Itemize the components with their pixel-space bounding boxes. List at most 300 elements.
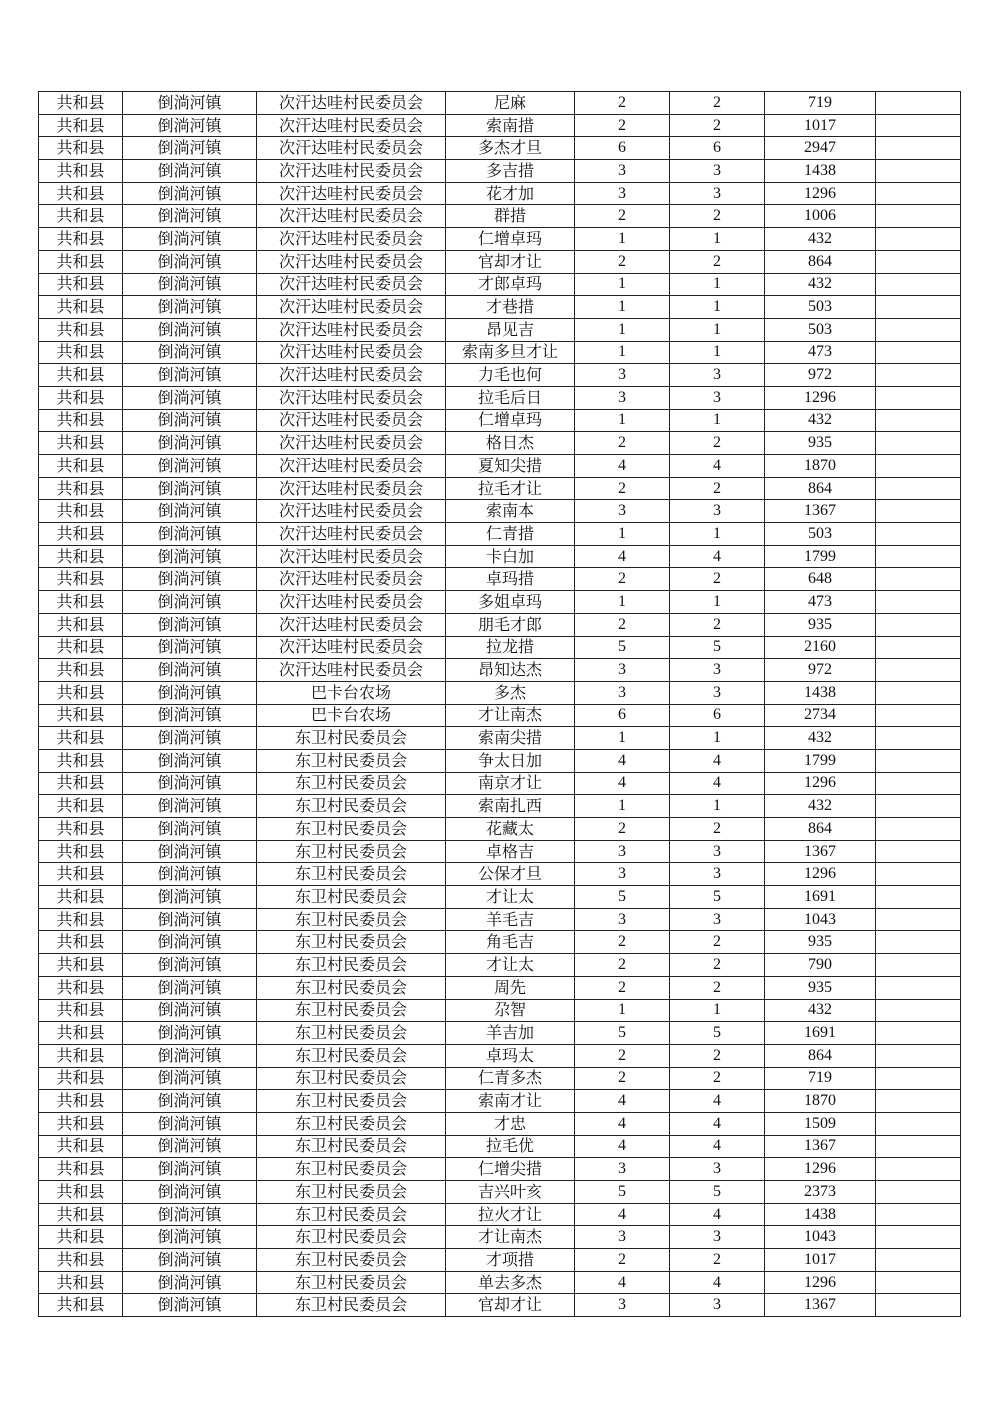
village-cell: 次汗达哇村民委员会: [257, 409, 446, 432]
persons-cell: 1: [670, 795, 765, 818]
village-cell: 次汗达哇村民委员会: [257, 455, 446, 478]
households-cell: 6: [575, 704, 670, 727]
households-cell: 1: [575, 318, 670, 341]
county-cell: 共和县: [39, 500, 123, 523]
remark-cell: [876, 772, 961, 795]
village-cell: 东卫村民委员会: [257, 1271, 446, 1294]
town-cell: 倒淌河镇: [123, 568, 257, 591]
name-cell: 拉毛后日: [446, 386, 575, 409]
name-cell: 夏知尖措: [446, 455, 575, 478]
name-cell: 多杰: [446, 681, 575, 704]
households-cell: 1: [575, 409, 670, 432]
name-cell: 官却才让: [446, 1294, 575, 1317]
town-cell: 倒淌河镇: [123, 182, 257, 205]
town-cell: 倒淌河镇: [123, 954, 257, 977]
persons-cell: 4: [670, 455, 765, 478]
households-cell: 4: [575, 749, 670, 772]
persons-cell: 1: [670, 409, 765, 432]
remark-cell: [876, 500, 961, 523]
county-cell: 共和县: [39, 613, 123, 636]
persons-cell: 2: [670, 954, 765, 977]
county-cell: 共和县: [39, 999, 123, 1022]
town-cell: 倒淌河镇: [123, 1226, 257, 1249]
persons-cell: 4: [670, 1271, 765, 1294]
town-cell: 倒淌河镇: [123, 1249, 257, 1272]
town-cell: 倒淌河镇: [123, 1112, 257, 1135]
remark-cell: [876, 613, 961, 636]
households-cell: 4: [575, 1203, 670, 1226]
town-cell: 倒淌河镇: [123, 341, 257, 364]
table-row: [39, 318, 961, 341]
table-row: [39, 500, 961, 523]
households-cell: 3: [575, 863, 670, 886]
village-cell: 东卫村民委员会: [257, 1249, 446, 1272]
households-cell: 2: [575, 1044, 670, 1067]
table-row: [39, 523, 961, 546]
table-row: [39, 818, 961, 841]
households-cell: 4: [575, 772, 670, 795]
table-row: [39, 613, 961, 636]
village-cell: 东卫村民委员会: [257, 863, 446, 886]
remark-cell: [876, 681, 961, 704]
amount-cell: 1438: [765, 1203, 876, 1226]
village-cell: 东卫村民委员会: [257, 908, 446, 931]
households-cell: 3: [575, 500, 670, 523]
remark-cell: [876, 545, 961, 568]
name-cell: 多杰才旦: [446, 137, 575, 160]
town-cell: 倒淌河镇: [123, 704, 257, 727]
amount-cell: 1438: [765, 681, 876, 704]
households-cell: 1: [575, 523, 670, 546]
village-cell: 次汗达哇村民委员会: [257, 182, 446, 205]
county-cell: 共和县: [39, 273, 123, 296]
town-cell: 倒淌河镇: [123, 250, 257, 273]
persons-cell: 3: [670, 908, 765, 931]
county-cell: 共和县: [39, 1181, 123, 1204]
name-cell: 仁增卓玛: [446, 228, 575, 251]
persons-cell: 3: [670, 386, 765, 409]
remark-cell: [876, 477, 961, 500]
village-cell: 东卫村民委员会: [257, 931, 446, 954]
persons-cell: 4: [670, 1203, 765, 1226]
amount-cell: 432: [765, 228, 876, 251]
households-cell: 2: [575, 114, 670, 137]
amount-cell: 503: [765, 296, 876, 319]
village-cell: 次汗达哇村民委员会: [257, 273, 446, 296]
amount-cell: 1006: [765, 205, 876, 228]
county-cell: 共和县: [39, 1022, 123, 1045]
amount-cell: 864: [765, 477, 876, 500]
name-cell: 昂见吉: [446, 318, 575, 341]
town-cell: 倒淌河镇: [123, 659, 257, 682]
town-cell: 倒淌河镇: [123, 591, 257, 614]
table-row: [39, 954, 961, 977]
remark-cell: [876, 455, 961, 478]
amount-cell: 1691: [765, 1022, 876, 1045]
table-row: [39, 704, 961, 727]
village-cell: 东卫村民委员会: [257, 795, 446, 818]
name-cell: 卓格吉: [446, 840, 575, 863]
households-cell: 2: [575, 954, 670, 977]
remark-cell: [876, 114, 961, 137]
county-cell: 共和县: [39, 364, 123, 387]
county-cell: 共和县: [39, 92, 123, 115]
table-row: [39, 840, 961, 863]
town-cell: 倒淌河镇: [123, 409, 257, 432]
town-cell: 倒淌河镇: [123, 386, 257, 409]
village-cell: 次汗达哇村民委员会: [257, 500, 446, 523]
town-cell: 倒淌河镇: [123, 1044, 257, 1067]
households-cell: 3: [575, 386, 670, 409]
persons-cell: 3: [670, 182, 765, 205]
name-cell: 朋毛才郎: [446, 613, 575, 636]
village-cell: 东卫村民委员会: [257, 1135, 446, 1158]
town-cell: 倒淌河镇: [123, 681, 257, 704]
name-cell: 公保才旦: [446, 863, 575, 886]
table-row: [39, 386, 961, 409]
town-cell: 倒淌河镇: [123, 500, 257, 523]
table-row: [39, 364, 961, 387]
town-cell: 倒淌河镇: [123, 840, 257, 863]
table-row: [39, 1112, 961, 1135]
name-cell: 尼麻: [446, 92, 575, 115]
village-cell: 东卫村民委员会: [257, 1294, 446, 1317]
amount-cell: 864: [765, 818, 876, 841]
name-cell: 才让太: [446, 886, 575, 909]
remark-cell: [876, 137, 961, 160]
county-cell: 共和县: [39, 250, 123, 273]
county-cell: 共和县: [39, 976, 123, 999]
households-cell: 1: [575, 296, 670, 319]
amount-cell: 935: [765, 432, 876, 455]
county-cell: 共和县: [39, 659, 123, 682]
remark-cell: [876, 92, 961, 115]
persons-cell: 4: [670, 1112, 765, 1135]
households-cell: 5: [575, 886, 670, 909]
persons-cell: 2: [670, 205, 765, 228]
village-cell: 东卫村民委员会: [257, 1203, 446, 1226]
amount-cell: 972: [765, 364, 876, 387]
table-row: [39, 409, 961, 432]
village-cell: 东卫村民委员会: [257, 999, 446, 1022]
village-cell: 次汗达哇村民委员会: [257, 137, 446, 160]
amount-cell: 1296: [765, 1158, 876, 1181]
village-cell: 东卫村民委员会: [257, 727, 446, 750]
county-cell: 共和县: [39, 908, 123, 931]
persons-cell: 3: [670, 364, 765, 387]
amount-cell: 432: [765, 727, 876, 750]
persons-cell: 3: [670, 160, 765, 183]
village-cell: 次汗达哇村民委员会: [257, 341, 446, 364]
table-row: [39, 659, 961, 682]
persons-cell: 5: [670, 1181, 765, 1204]
remark-cell: [876, 1044, 961, 1067]
village-cell: 次汗达哇村民委员会: [257, 545, 446, 568]
remark-cell: [876, 250, 961, 273]
town-cell: 倒淌河镇: [123, 545, 257, 568]
amount-cell: 864: [765, 250, 876, 273]
remark-cell: [876, 636, 961, 659]
persons-cell: 3: [670, 1226, 765, 1249]
name-cell: 才让南杰: [446, 704, 575, 727]
persons-cell: 1: [670, 273, 765, 296]
households-cell: 4: [575, 545, 670, 568]
amount-cell: 2373: [765, 1181, 876, 1204]
amount-cell: 503: [765, 318, 876, 341]
table-row: [39, 205, 961, 228]
remark-cell: [876, 1249, 961, 1272]
town-cell: 倒淌河镇: [123, 931, 257, 954]
county-cell: 共和县: [39, 1112, 123, 1135]
name-cell: 官却才让: [446, 250, 575, 273]
amount-cell: 1296: [765, 863, 876, 886]
persons-cell: 5: [670, 886, 765, 909]
persons-cell: 5: [670, 636, 765, 659]
persons-cell: 3: [670, 1158, 765, 1181]
persons-cell: 2: [670, 613, 765, 636]
amount-cell: 935: [765, 976, 876, 999]
table-body: [39, 92, 961, 1317]
village-cell: 东卫村民委员会: [257, 954, 446, 977]
remark-cell: [876, 976, 961, 999]
remark-cell: [876, 182, 961, 205]
town-cell: 倒淌河镇: [123, 818, 257, 841]
county-cell: 共和县: [39, 818, 123, 841]
persons-cell: 1: [670, 296, 765, 319]
remark-cell: [876, 795, 961, 818]
table-row: [39, 886, 961, 909]
households-cell: 2: [575, 931, 670, 954]
county-cell: 共和县: [39, 409, 123, 432]
households-cell: 5: [575, 1181, 670, 1204]
table-row: [39, 931, 961, 954]
remark-cell: [876, 1226, 961, 1249]
town-cell: 倒淌河镇: [123, 1271, 257, 1294]
table-row: [39, 1226, 961, 1249]
village-cell: 东卫村民委员会: [257, 1044, 446, 1067]
county-cell: 共和县: [39, 886, 123, 909]
table-row: [39, 1203, 961, 1226]
county-cell: 共和县: [39, 296, 123, 319]
town-cell: 倒淌河镇: [123, 795, 257, 818]
persons-cell: 1: [670, 228, 765, 251]
village-cell: 东卫村民委员会: [257, 1181, 446, 1204]
amount-cell: 935: [765, 931, 876, 954]
village-cell: 东卫村民委员会: [257, 976, 446, 999]
remark-cell: [876, 908, 961, 931]
name-cell: 力毛也何: [446, 364, 575, 387]
remark-cell: [876, 364, 961, 387]
village-cell: 次汗达哇村民委员会: [257, 92, 446, 115]
name-cell: 拉毛优: [446, 1135, 575, 1158]
households-cell: 1: [575, 727, 670, 750]
households-cell: 4: [575, 455, 670, 478]
name-cell: 角毛吉: [446, 931, 575, 954]
households-cell: 1: [575, 273, 670, 296]
name-cell: 羊毛吉: [446, 908, 575, 931]
town-cell: 倒淌河镇: [123, 92, 257, 115]
village-cell: 东卫村民委员会: [257, 1226, 446, 1249]
households-cell: 1: [575, 228, 670, 251]
persons-cell: 3: [670, 659, 765, 682]
table-row: [39, 1181, 961, 1204]
households-cell: 2: [575, 477, 670, 500]
remark-cell: [876, 1090, 961, 1113]
persons-cell: 2: [670, 477, 765, 500]
name-cell: 花藏太: [446, 818, 575, 841]
county-cell: 共和县: [39, 1044, 123, 1067]
amount-cell: 1296: [765, 1271, 876, 1294]
amount-cell: 935: [765, 613, 876, 636]
town-cell: 倒淌河镇: [123, 863, 257, 886]
name-cell: 群措: [446, 205, 575, 228]
name-cell: 索南才让: [446, 1090, 575, 1113]
village-cell: 次汗达哇村民委员会: [257, 613, 446, 636]
households-cell: 6: [575, 137, 670, 160]
data-table: [38, 91, 961, 1317]
remark-cell: [876, 318, 961, 341]
county-cell: 共和县: [39, 228, 123, 251]
name-cell: 才忠: [446, 1112, 575, 1135]
town-cell: 倒淌河镇: [123, 296, 257, 319]
households-cell: 2: [575, 1067, 670, 1090]
amount-cell: 719: [765, 92, 876, 115]
county-cell: 共和县: [39, 1203, 123, 1226]
amount-cell: 1691: [765, 886, 876, 909]
village-cell: 次汗达哇村民委员会: [257, 568, 446, 591]
county-cell: 共和县: [39, 341, 123, 364]
amount-cell: 1367: [765, 840, 876, 863]
town-cell: 倒淌河镇: [123, 636, 257, 659]
remark-cell: [876, 1158, 961, 1181]
village-cell: 东卫村民委员会: [257, 1067, 446, 1090]
households-cell: 2: [575, 568, 670, 591]
village-cell: 次汗达哇村民委员会: [257, 296, 446, 319]
remark-cell: [876, 1112, 961, 1135]
county-cell: 共和县: [39, 318, 123, 341]
county-cell: 共和县: [39, 636, 123, 659]
village-cell: 次汗达哇村民委员会: [257, 659, 446, 682]
remark-cell: [876, 386, 961, 409]
town-cell: 倒淌河镇: [123, 749, 257, 772]
persons-cell: 4: [670, 772, 765, 795]
village-cell: 东卫村民委员会: [257, 1158, 446, 1181]
remark-cell: [876, 591, 961, 614]
county-cell: 共和县: [39, 432, 123, 455]
county-cell: 共和县: [39, 591, 123, 614]
households-cell: 4: [575, 1135, 670, 1158]
town-cell: 倒淌河镇: [123, 228, 257, 251]
town-cell: 倒淌河镇: [123, 613, 257, 636]
county-cell: 共和县: [39, 205, 123, 228]
persons-cell: 2: [670, 976, 765, 999]
households-cell: 2: [575, 92, 670, 115]
table-row: [39, 432, 961, 455]
table-row: [39, 772, 961, 795]
town-cell: 倒淌河镇: [123, 318, 257, 341]
persons-cell: 2: [670, 1249, 765, 1272]
village-cell: 次汗达哇村民委员会: [257, 228, 446, 251]
amount-cell: 2160: [765, 636, 876, 659]
village-cell: 次汗达哇村民委员会: [257, 591, 446, 614]
households-cell: 3: [575, 659, 670, 682]
county-cell: 共和县: [39, 545, 123, 568]
remark-cell: [876, 273, 961, 296]
county-cell: 共和县: [39, 1090, 123, 1113]
amount-cell: 1438: [765, 160, 876, 183]
table-row: [39, 727, 961, 750]
town-cell: 倒淌河镇: [123, 455, 257, 478]
town-cell: 倒淌河镇: [123, 1067, 257, 1090]
town-cell: 倒淌河镇: [123, 432, 257, 455]
persons-cell: 5: [670, 1022, 765, 1045]
remark-cell: [876, 1294, 961, 1317]
county-cell: 共和县: [39, 749, 123, 772]
name-cell: 争太日加: [446, 749, 575, 772]
county-cell: 共和县: [39, 182, 123, 205]
persons-cell: 6: [670, 137, 765, 160]
town-cell: 倒淌河镇: [123, 1158, 257, 1181]
remark-cell: [876, 296, 961, 319]
amount-cell: 1296: [765, 772, 876, 795]
county-cell: 共和县: [39, 931, 123, 954]
amount-cell: 1017: [765, 114, 876, 137]
name-cell: 才郎卓玛: [446, 273, 575, 296]
county-cell: 共和县: [39, 727, 123, 750]
persons-cell: 2: [670, 432, 765, 455]
persons-cell: 4: [670, 1090, 765, 1113]
persons-cell: 1: [670, 523, 765, 546]
households-cell: 2: [575, 1249, 670, 1272]
persons-cell: 1: [670, 318, 765, 341]
county-cell: 共和县: [39, 114, 123, 137]
amount-cell: 1509: [765, 1112, 876, 1135]
village-cell: 东卫村民委员会: [257, 818, 446, 841]
table-row: [39, 1090, 961, 1113]
table-row: [39, 114, 961, 137]
table-row: [39, 908, 961, 931]
amount-cell: 1870: [765, 1090, 876, 1113]
table-row: [39, 1271, 961, 1294]
amount-cell: 473: [765, 591, 876, 614]
table-row: [39, 545, 961, 568]
town-cell: 倒淌河镇: [123, 1181, 257, 1204]
amount-cell: 790: [765, 954, 876, 977]
name-cell: 卡白加: [446, 545, 575, 568]
amount-cell: 1043: [765, 908, 876, 931]
remark-cell: [876, 160, 961, 183]
name-cell: 多姐卓玛: [446, 591, 575, 614]
name-cell: 仁青多杰: [446, 1067, 575, 1090]
table-row: [39, 250, 961, 273]
households-cell: 2: [575, 432, 670, 455]
town-cell: 倒淌河镇: [123, 137, 257, 160]
town-cell: 倒淌河镇: [123, 114, 257, 137]
remark-cell: [876, 432, 961, 455]
village-cell: 次汗达哇村民委员会: [257, 205, 446, 228]
persons-cell: 4: [670, 1135, 765, 1158]
amount-cell: 2734: [765, 704, 876, 727]
amount-cell: 719: [765, 1067, 876, 1090]
table-row: [39, 137, 961, 160]
town-cell: 倒淌河镇: [123, 273, 257, 296]
amount-cell: 1017: [765, 1249, 876, 1272]
households-cell: 1: [575, 795, 670, 818]
remark-cell: [876, 659, 961, 682]
households-cell: 3: [575, 681, 670, 704]
name-cell: 仁青措: [446, 523, 575, 546]
name-cell: 拉毛才让: [446, 477, 575, 500]
